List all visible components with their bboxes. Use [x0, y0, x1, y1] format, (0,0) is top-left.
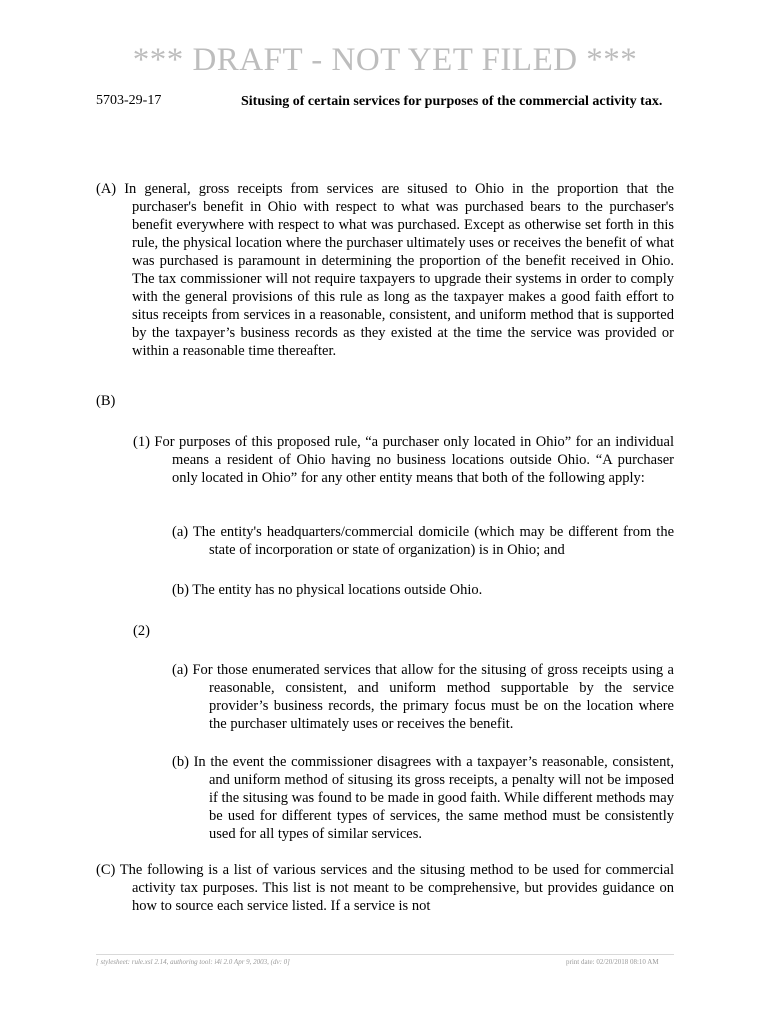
paragraph-b1a: (a) The entity's headquarters/commercial domicile (which may be different from the state of incorporation or state of organization) is in Ohio; and	[172, 524, 674, 558]
paragraph-c: (C) The following is a list of various services and the situsing method to be used for commercial activity tax purposes. This list is not meant to be comprehensive, but provides guidance on how to source each service listed. If a service is not	[96, 862, 674, 914]
draft-banner: *** DRAFT - NOT YET FILED ***	[132, 42, 638, 78]
paragraph-b1: (1) For purposes of this proposed rule, “a purchaser only located in Ohio” for an individual means a resident of Ohio having no business locations outside Ohio. “A purchaser only located in Ohio” for any other entity means that both of the following apply:	[133, 434, 674, 486]
paragraph-a: (A) In general, gross receipts from services are sitused to Ohio in the proportion that the purchaser's benefit in Ohio with respect to what was purchased bears to the purchaser's benefit everywhere with respect to what was purchased. Except as otherwise set forth in this rule, the physical location where the purchaser ultimately uses or receives the benefit of what was purchased is paramount in determining the proportion of the benefit received in Ohio. The tax commissioner will not require taxpayers to upgrade their systems in order to comply with the general provisions of this rule as long as the taxpayer makes a good faith effort to situs receipts from services in a reasonable, consistent, and uniform method that is supported by the taxpayer’s business records as they existed at the time the service was provided or within a reasonable time thereafter.	[96, 181, 674, 359]
footer-stylesheet-info: [ stylesheet: rule.xsl 2.14, authoring tool: i4i 2.0 Apr 9, 2003, (dv: 0]	[96, 958, 290, 966]
paragraph-b2-heading: (2)	[133, 623, 150, 639]
footer-divider	[96, 954, 674, 955]
paragraph-b1b: (b) The entity has no physical locations outside Ohio.	[172, 582, 483, 598]
rule-number: 5703-29-17	[96, 93, 162, 108]
paragraph-b2a: (a) For those enumerated services that allow for the situsing of gross receipts using a reasonable, consistent, and uniform method supportable by the service provider’s business records, the primary focus must be on the location where the purchaser ultimately uses or receives the benefit.	[172, 662, 674, 732]
paragraph-b-heading: (B)	[96, 393, 116, 409]
rule-title: Situsing of certain services for purposes of the commercial activity tax.	[241, 94, 663, 109]
footer-print-date: print date: 02/20/2018 08:10 AM	[566, 958, 659, 966]
paragraph-b2b: (b) In the event the commissioner disagrees with a taxpayer’s reasonable, consistent, and uniform method of situsing its gross receipts, a penalty will not be imposed if the situsing was found to be made in good faith. While different methods may be used for different types of services, the same method must be consistently used for all types of similar services.	[172, 754, 674, 842]
